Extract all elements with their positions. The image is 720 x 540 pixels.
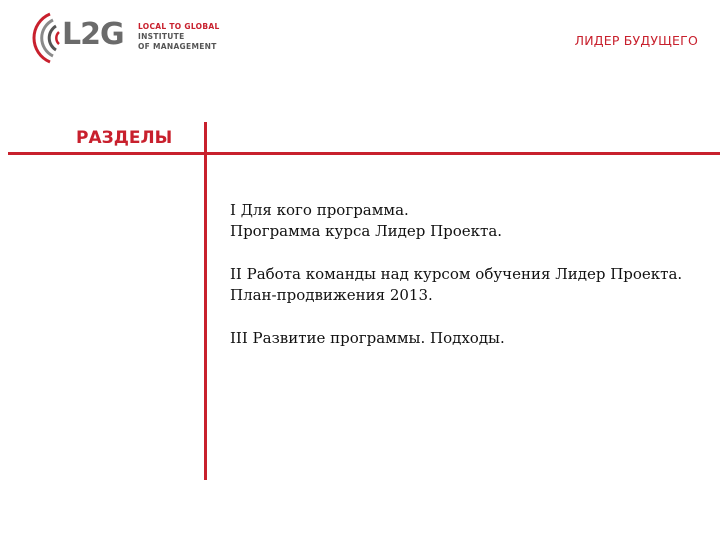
l2g-logo <box>20 8 230 68</box>
list-item <box>230 200 710 242</box>
list-item-line: III Развитие программы. Подходы. <box>230 329 505 347</box>
logo-arcs-icon <box>20 8 62 68</box>
logo-tagline-line: INSTITUTE <box>138 32 185 41</box>
horizontal-divider <box>8 152 720 155</box>
sections-list <box>230 200 710 371</box>
list-item <box>230 264 710 306</box>
section-heading: РАЗДЕЛЫ <box>76 128 173 148</box>
list-item-line: II Работа команды над курсом обучения Лидер Проекта. <box>230 265 683 283</box>
list-item-line: I Для кого программа. <box>230 201 409 219</box>
logo-tagline-line: OF MANAGEMENT <box>138 42 217 51</box>
list-item <box>230 328 710 349</box>
logo-tagline-line: LOCAL TO GLOBAL <box>138 22 220 31</box>
list-item-line: Программа курса Лидер Проекта. <box>230 222 503 240</box>
list-item-line: План-продвижения 2013. <box>230 286 433 304</box>
logo-tagline <box>138 22 220 52</box>
logo-wordmark: L2G <box>62 17 124 52</box>
slide-header-title: ЛИДЕР БУДУЩЕГО <box>574 33 698 48</box>
vertical-divider <box>204 122 207 480</box>
